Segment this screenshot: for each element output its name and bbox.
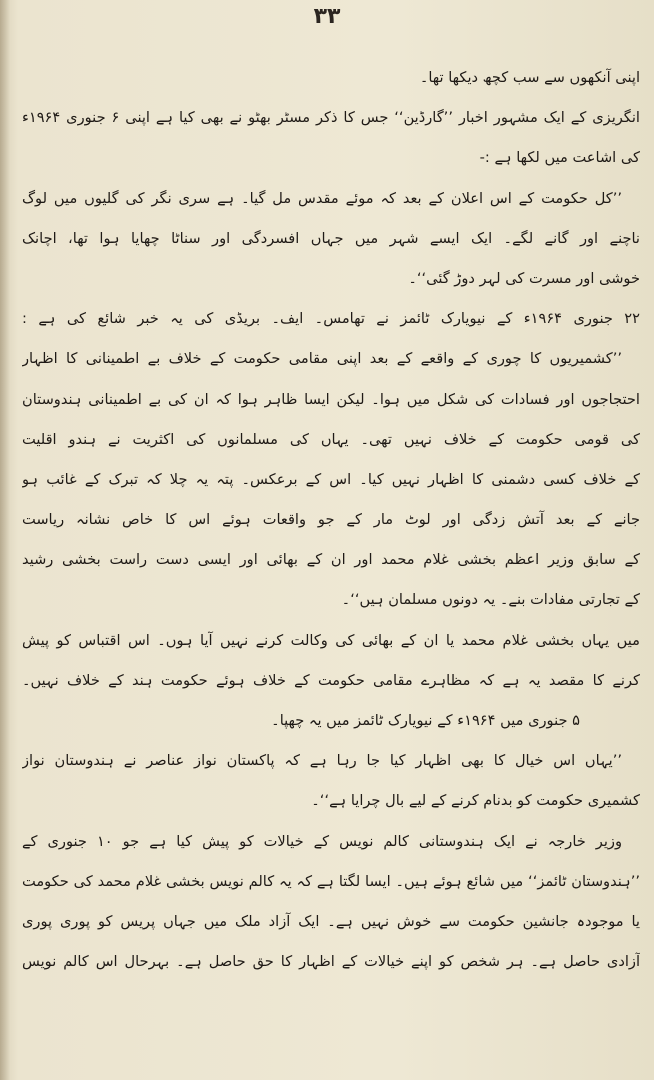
text-line: خوشی اور مسرت کی لہر دوڑ گئی‘‘۔ (408, 269, 640, 287)
text-line: ناچنے اور گانے لگے۔ ایک ایسے شہر میں جہاں افسردگی اور سناٹا چھایا ہوا تھا، اچانک (22, 229, 640, 247)
text-line: ۵ جنوری میں ۱۹۶۴ء کے نیویارک ٹائمز میں یہ چھپا۔ (271, 712, 580, 729)
page-number: ۳۳ (313, 4, 341, 29)
text-line: کشمیری حکومت کو بدنام کرنے کے لیے بال چرایا ہے‘‘۔ (311, 792, 640, 810)
text-line: کی اشاعت میں لکھا ہے :- (479, 149, 640, 167)
text-line: کے تجارتی مفادات بنے۔ یہ دونوں مسلمان ہیں‘‘۔ (341, 591, 640, 609)
text-line: ’’ہندوستان ٹائمز‘‘ میں شائع ہوئے ہیں۔ ایسا لگتا ہے کہ یہ کالم نویس بخشی غلام محمد کی حکومت (22, 872, 640, 890)
text-line: جانے کے بعد آتش زدگی اور لوٹ مار کے جو واقعات ہوئے اس کا خاص نشانہ ریاست (22, 511, 640, 529)
text-line: کے خلاف کسی دشمنی کا اظہار نہیں کیا۔ اس کے برعکس۔ پتہ یہ چلا کہ تبرک کے غائب ہو (22, 470, 640, 488)
text-line: یا موجودہ جانشین حکومت سے خوش نہیں ہے۔ ایک آزاد ملک میں جہاں پریس کو پوری پوری (22, 912, 640, 930)
text-line: آزادی حاصل ہے۔ ہر شخص کو اپنے خیالات کے اظہار کا حق حاصل ہے۔ بہرحال اس کالم نویس (22, 953, 640, 971)
text-line: احتجاجوں اور فسادات کی شکل میں ہوا۔ لیکن ایسا ظاہر ہوا کہ ان کی بے اطمینانی ہندوستان (22, 390, 640, 408)
text-line: اپنی آنکھوں سے سب کچھ دیکھا تھا۔ (419, 69, 640, 86)
text-line: ’’کشمیریوں کا چوری کے واقعے کے بعد اپنی مقامی حکومت کے خلاف بے اطمینانی کا اظہار (22, 350, 622, 368)
text-line: ۲۲ جنوری ۱۹۶۴ء کے نیویارک ٹائمز نے تھامس۔ ایف۔ بریڈی کی یہ خبر شائع کی ہے : (22, 310, 640, 328)
binding-shadow (0, 0, 10, 1080)
text-line: ’’کل حکومت کے اس اعلان کے بعد کہ موئے مقدس مل گیا۔ ہے سری نگر کی گلیوں میں لوگ (22, 189, 622, 207)
text-line: ’’یہاں اس خیال کا بھی اظہار کیا جا رہا ہے کہ پاکستان نواز عناصر نے ہندوستان نواز (22, 752, 622, 770)
urdu-text-body (22, 58, 640, 982)
text-line: کرنے کا مقصد یہ ہے کہ مظاہرے مقامی حکومت کے خلاف ہوئے حکومت ہند کے خلاف نہیں۔ (22, 671, 640, 689)
text-line: کی قومی حکومت کے خلاف نہیں تھی۔ یہاں کی مسلمانوں کی اکثریت نے ہندو اقلیت (22, 430, 640, 448)
text-line: میں یہاں بخشی غلام محمد یا ان کے بھائی کی وکالت کرنے نہیں آیا ہوں۔ اس اقتباس کو پیش (22, 631, 640, 649)
text-line: انگریزی کے ایک مشہور اخبار ’’گارڈین‘‘ جس کا ذکر مسٹر بھٹو نے بھی کیا ہے اپنی ۶ جنوری ۱۹۶۴ء (22, 109, 640, 127)
text-line: کے سابق وزیر اعظم بخشی غلام محمد اور ان کے بھائی اور ایسی دست راست بخشی رشید (22, 551, 640, 569)
text-line: وزیر خارجہ نے ایک ہندوستانی کالم نویس کے خیالات کو پیش کیا ہے جو ۱۰ جنوری کے (22, 832, 622, 850)
